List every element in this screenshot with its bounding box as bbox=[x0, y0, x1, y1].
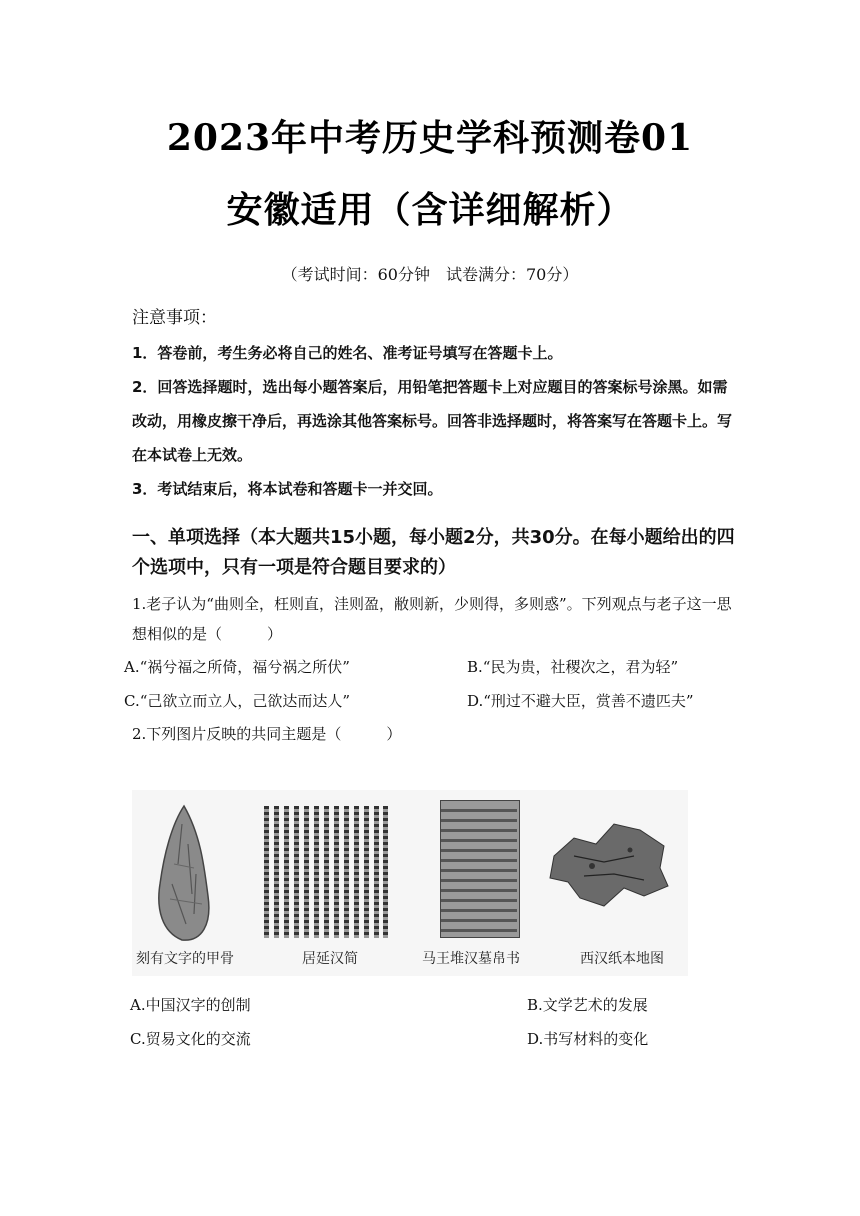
note-item: 1．答卷前，考生务必将自己的姓名、准考证号填写在答题卡上。 bbox=[132, 344, 563, 362]
q2-option-d: D.书写材料的变化 bbox=[527, 1030, 649, 1048]
question-stem-1: 1.老子认为“曲则全，枉则直，洼则盈，敝则新，少则得，多则惑”。下列观点与老子这一思想相似的是（ ） bbox=[132, 595, 732, 643]
q1-option-d: D.“刑过不避大臣，赏善不遗匹夫” bbox=[467, 692, 694, 710]
question-stem-2: 2.下列图片反映的共同主题是（ ） bbox=[132, 725, 402, 743]
paper-map-image bbox=[544, 816, 674, 916]
image-caption-silk-manuscript: 马王堆汉墓帛书 bbox=[422, 951, 520, 967]
q1-option-c: C.“己欲立而立人，己欲达而达人” bbox=[124, 692, 351, 710]
bamboo-slips-image bbox=[262, 806, 388, 938]
q2-option-c: C.贸易文化的交流 bbox=[130, 1030, 251, 1048]
q1-option-a: A.“祸兮福之所倚，福兮祸之所伏” bbox=[124, 658, 350, 676]
oracle-bone-image bbox=[142, 804, 232, 944]
q2-option-a: A.中国汉字的创制 bbox=[130, 996, 251, 1014]
section-heading: 一、单项选择（本大题共15小题，每小题2分，共30分。在每小题给出的四个选项中，只有一项是符合题目要求的） bbox=[132, 527, 735, 578]
question-2-figure bbox=[132, 790, 688, 976]
exam-title: 2023年中考历史学科预测卷01 bbox=[166, 117, 694, 159]
q2-option-b: B.文学艺术的发展 bbox=[527, 996, 648, 1014]
exam-title-line2: 安徽适用（含详细解析） bbox=[226, 189, 634, 231]
notes-heading: 注意事项： bbox=[132, 308, 217, 328]
note-item: 3．考试结束后，将本试卷和答题卡一并交回。 bbox=[132, 480, 443, 498]
image-caption-paper-map: 西汉纸本地图 bbox=[580, 951, 664, 967]
silk-manuscript-image bbox=[440, 800, 520, 938]
image-caption-oracle-bone: 刻有文字的甲骨 bbox=[136, 951, 234, 967]
image-caption-bamboo-slips: 居延汉简 bbox=[302, 951, 358, 967]
note-item: 2．回答选择题时，选出每小题答案后，用铅笔把答题卡上对应题目的答案标号涂黑。如需改动，用橡皮擦干净后，再选涂其他答案标号。回答非选择题时，将答案写在答题卡上。写在本试卷上无效。 bbox=[132, 378, 733, 464]
exam-duration-info: （考试时间：60分钟 试卷满分：70分） bbox=[281, 265, 579, 284]
q1-option-b: B.“民为贵，社稷次之，君为轻” bbox=[467, 658, 679, 676]
